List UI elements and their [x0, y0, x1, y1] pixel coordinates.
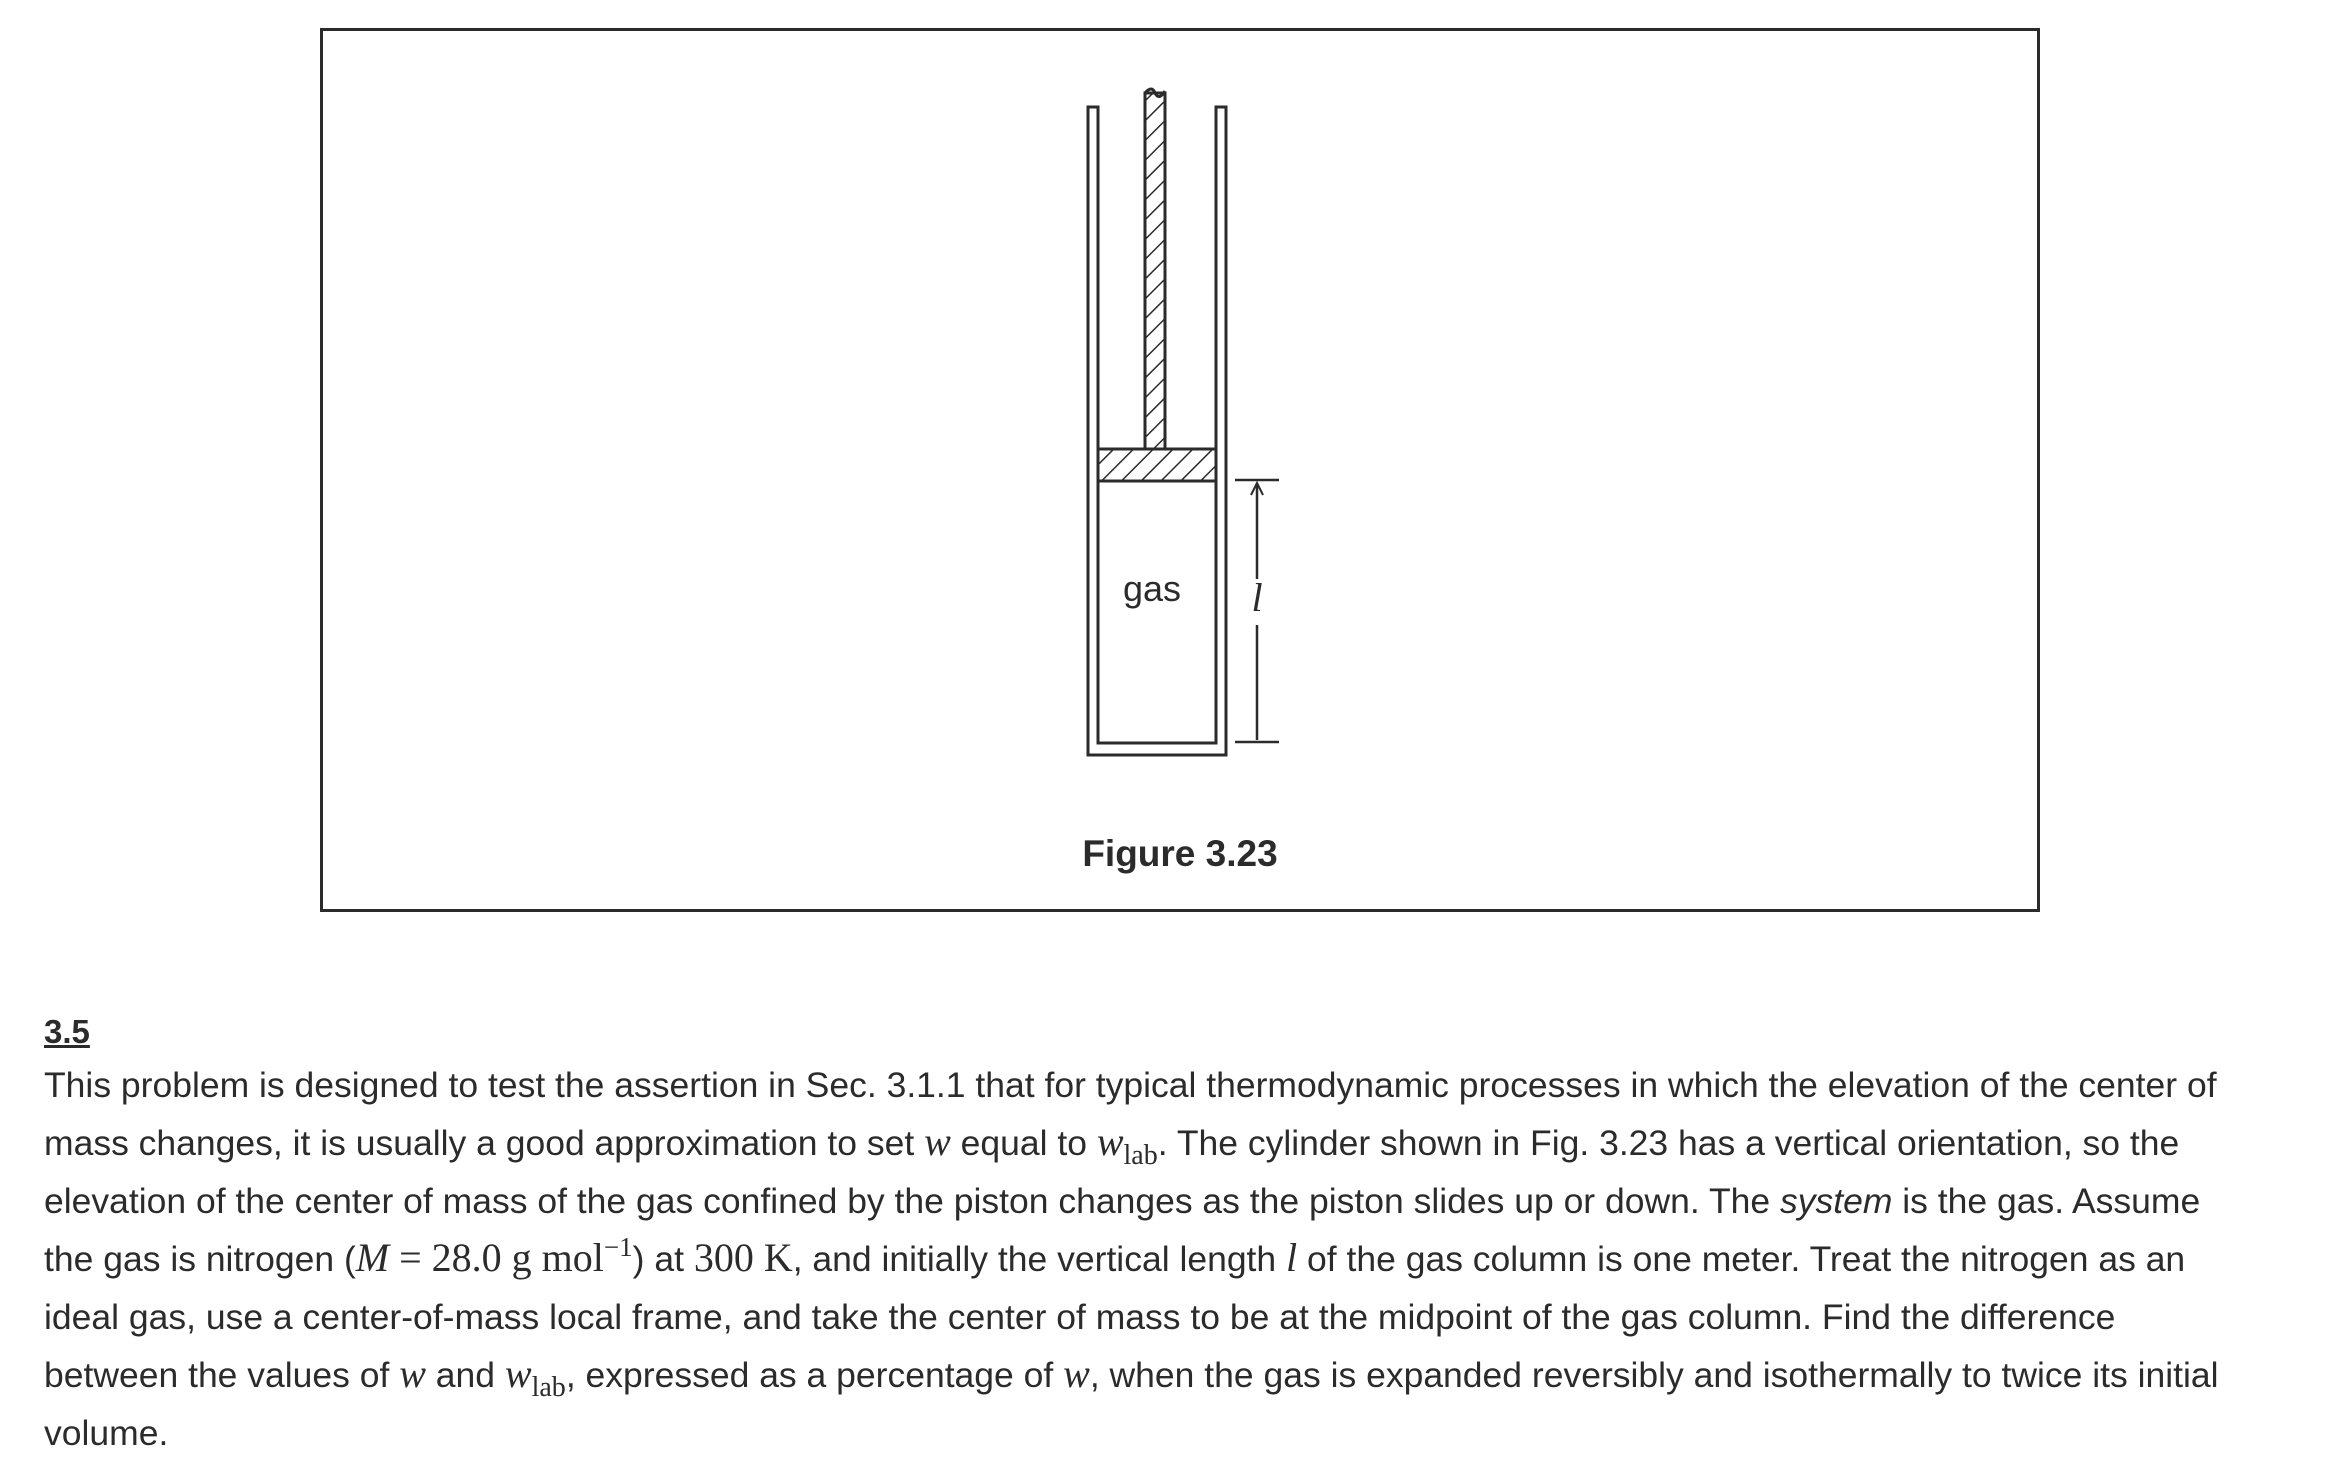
text-segment: , and initially the vertical length — [792, 1238, 1287, 1279]
piston-rod — [1145, 93, 1165, 449]
text-segment: and — [425, 1354, 505, 1395]
problem-number: 3.5 — [44, 1013, 90, 1050]
molar-mass-expression: M = 28.0 g mol$^{-1}$ — [355, 1231, 633, 1280]
text-segment: between the values of — [44, 1354, 400, 1395]
problem-block — [44, 1010, 2314, 1462]
cylinder-piston-diagram — [323, 31, 2037, 909]
text-segment: elevation of the center of mass of the gas confined by the piston changes as the piston slides up or down. The — [44, 1181, 1780, 1221]
symbol-l: l — [1286, 1234, 1298, 1280]
figure-caption: Figure 3.23 — [1082, 833, 1278, 874]
length-label: l — [1251, 575, 1263, 620]
symbol-w: w — [924, 1118, 951, 1164]
symbol-w-lab: $w_{lab}$ — [504, 1350, 566, 1403]
problem-line-3 — [44, 1174, 2314, 1230]
figure-frame — [320, 28, 2040, 912]
problem-line-7: volume. — [44, 1413, 169, 1453]
text-segment: mass changes, it is usually a good approximation to set — [44, 1122, 925, 1163]
text-segment: ) at — [632, 1238, 694, 1279]
text-segment: , expressed as a percentage of — [565, 1354, 1064, 1395]
piston-head — [1098, 449, 1216, 481]
problem-line-6 — [44, 1346, 2314, 1407]
symbol-w: w — [1063, 1350, 1090, 1396]
text-segment: is the gas. Assume — [1892, 1181, 2201, 1221]
text-segment: . The cylinder shown in Fig. 3.23 has a vertical orientation, so the — [1157, 1122, 2180, 1163]
text-segment: of the gas column is one meter. Treat the nitrogen as an — [1297, 1238, 2186, 1279]
text-segment: , when the gas is expanded reversibly and isothermally to twice its initial — [1089, 1354, 2219, 1395]
text-segment: equal to — [950, 1122, 1097, 1163]
problem-line-1: This problem is designed to test the assertion in Sec. 3.1.1 that for typical thermodynamic processes in which the elevation of the center of — [44, 1065, 2217, 1105]
problem-line-2 — [44, 1114, 2314, 1175]
problem-text — [44, 1058, 2314, 1462]
text-segment: the gas is nitrogen ( — [44, 1238, 356, 1279]
problem-line-4 — [44, 1230, 2314, 1291]
gas-label: gas — [1122, 568, 1182, 609]
symbol-w-lab: $w_{lab}$ — [1096, 1118, 1158, 1171]
system-word: system — [1779, 1181, 1893, 1221]
temperature-value: 300 K — [693, 1234, 793, 1280]
problem-line-5: ideal gas, use a center-of-mass local frame, and take the center of mass to be at the midpoint of the gas column. Find the difference — [44, 1297, 2116, 1337]
symbol-w: w — [399, 1350, 426, 1396]
